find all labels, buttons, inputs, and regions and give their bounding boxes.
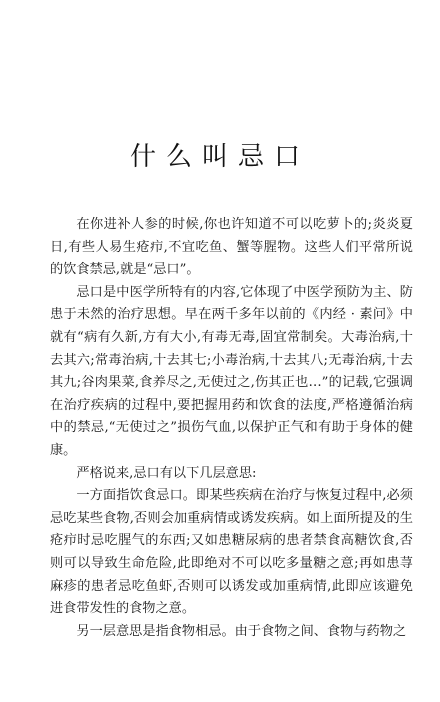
chapter-title: 什么叫忌口	[129, 142, 310, 173]
paragraph-5: 另一层意思是指食物相忌。由于食物之间、食物与药物之	[76, 623, 407, 639]
paragraph-1: 在你进补人参的时候,你也许知道不可以吃萝卜的;炎炎夏日,有些人易生疮疖,不宜吃鱼、蟹等腥物。这些人们平常所说的饮食禁忌,就是“忌口”。	[50, 217, 413, 278]
paragraph-2: 忌口是中医学所特有的内容,它体现了中医学预防为主、防患于未然的治疗思想。早在两千多年以前的《内经 · 素问》中就有“病有久新,方有大小,有毒无毒,固宜常制矣。大毒治病,十去其六;常毒治病,十去其七;小毒治病,十去其八;无毒治病,十去其九;谷肉果菜,食养尽之,无使过之,伤其正也…”的记载,它强调在治疗疾病的过程中,要把握用药和饮食的法度,严格遵循治病中的禁忌,“无使过之”损伤气血,以保护正气和有助于身体的健康。	[50, 284, 413, 458]
paragraph-4: 一方面指饮食忌口。即某些疾病在治疗与恢复过程中,必须忌吃某些食物,否则会加重病情或诱发疾病。如上面所提及的生疮疖时忌吃腥气的东西;又如患糖尿病的患者禁食高糖饮食,否则可以导致生命危险,此即绝对不可以吃多量糖之意;再如患荨麻疹的患者忌吃鱼虾,否则可以诱发或加重病情,此即应该避免进食带发性的食物之意。	[50, 488, 413, 617]
body-text	[50, 214, 413, 643]
paragraph-3: 严格说来,忌口有以下几层意思:	[76, 465, 257, 481]
